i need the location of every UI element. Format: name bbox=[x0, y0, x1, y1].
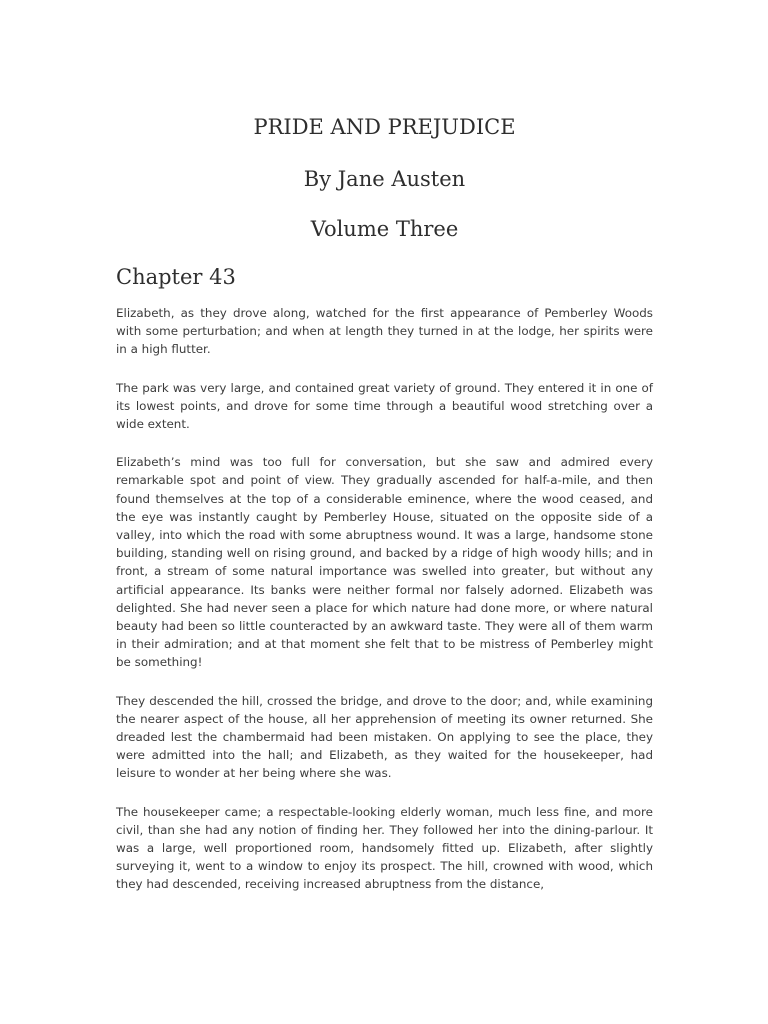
volume-title: Volume Three bbox=[310, 217, 459, 241]
paragraph: Elizabeth’s mind was too full for conversation, but she saw and admired every remarkable spot and point of view. They gradually ascended for half-a-mile, and then found themselves at the top of a considerable eminence, where the wood ceased, and the eye was instantly caught by Pemberley House, situated on the opposite side of a valley, into which the road with some abruptness wound. It was a large, handsome stone building, standing well on rising ground, and backed by a ridge of high woody hills; and in front, a stream of some natural importance was swelled into greater, but without any artificial appearance. Its banks were neither formal nor falsely adorned. Elizabeth was delighted. She had never seen a place for which nature had done more, or where natural beauty had been so little counteracted by an awkward taste. They were all of them warm in their admiration; and at that moment she felt that to be mistress of Pemberley might be something! bbox=[116, 455, 653, 670]
chapter-heading: Chapter 43 bbox=[116, 265, 236, 289]
paragraph: The park was very large, and contained great variety of ground. They entered it in one of its lowest points, and drove for some time through a beautiful wood stretching over a wide extent. bbox=[116, 380, 653, 432]
paragraph: Elizabeth, as they drove along, watched for the first appearance of Pemberley Woods with some perturbation; and when at length they turned in at the lodge, her spirits were in a high flutter. bbox=[116, 306, 653, 357]
paragraph: They descended the hill, crossed the bridge, and drove to the door; and, while examining the nearer aspect of the house, all her apprehension of meeting its owner returned. She dreaded lest the chambermaid had been mistaken. On applying to see the place, they were admitted into the hall; and Elizabeth, as they waited for the housekeeper, had leisure to wonder at her being where she was. bbox=[116, 693, 653, 781]
paragraph: The housekeeper came; a respectable-looking elderly woman, much less fine, and more civil, than she had any notion of finding her. They followed her into the dining-parlour. It was a large, well proportioned room, handsomely fitted up. Elizabeth, after slightly surveying it, went to a window to enjoy its prospect. The hill, crowned with wood, which they had descended, receiving increased abruptness from the distance, bbox=[116, 804, 653, 892]
chapter-body bbox=[116, 304, 653, 914]
book-title: PRIDE AND PREJUDICE bbox=[253, 115, 516, 139]
book-author: By Jane Austen bbox=[303, 167, 466, 191]
